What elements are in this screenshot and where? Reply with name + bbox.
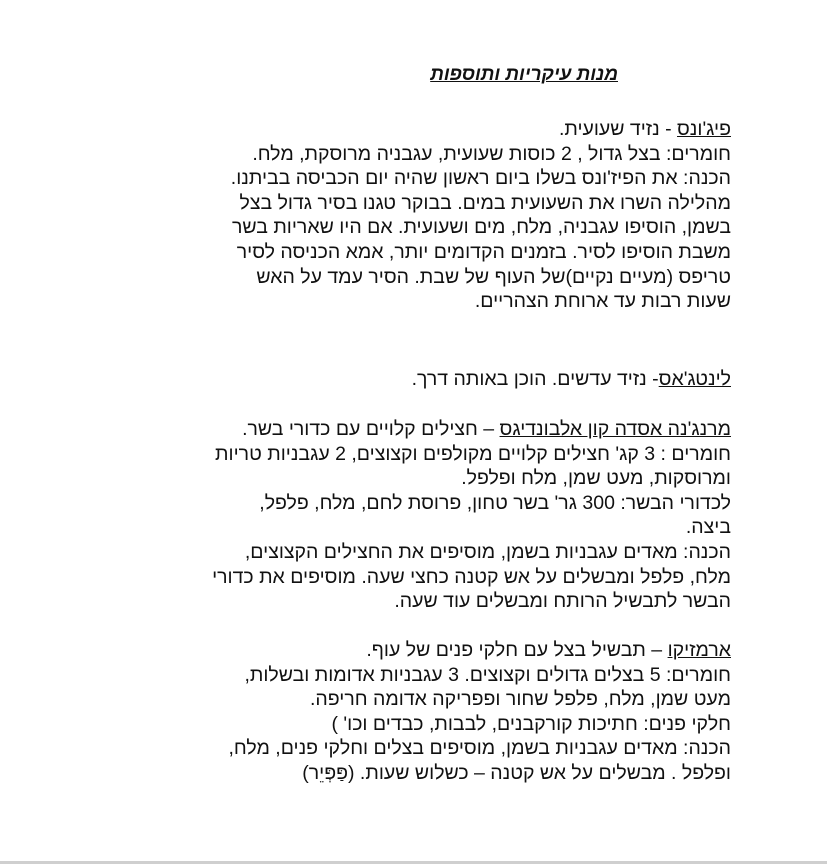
recipe-title: מרנג'נה אסדה קון אלבונדיגס: [499, 418, 731, 440]
recipe-title: פיג'ונס: [677, 118, 731, 140]
recipe-section-lentejas: [91, 367, 731, 392]
recipe-section-armaziko: [91, 638, 731, 786]
recipe-title: ארמזיקו: [667, 639, 731, 661]
recipe-intro: - נזיד עדשים. הוכן באותה דרך.: [411, 368, 659, 390]
recipe-text-line: הכנה: מאדים עגבניות בשמן, מוסיפים בצלים וחלקי פנים, מלח,: [228, 737, 731, 760]
recipe-text-line: ביצה.: [685, 516, 731, 539]
recipe-text-line: חומרים: בצל גדול , 2 כוסות שעועית, עגבניה מרוסקת, מלח.: [252, 142, 731, 165]
recipe-text-line: ומרוסקות, מעט שמן, מלח ופלפל.: [461, 467, 731, 490]
recipe-text-line: לכדורי הבשר: 300 גר' בשר טחון, פרוסת לחם, מלח, פלפל,: [259, 491, 731, 514]
recipe-text-line: מלח, פלפל ומבשלים על אש קטנה כחצי שעה. מוסיפים את כדורי: [212, 565, 731, 588]
recipe-title-line: [91, 638, 731, 663]
recipe-title: לינטג'אס: [658, 368, 731, 390]
recipe-section-pijones: [91, 117, 731, 314]
recipe-text-line: שעות רבות עד ארוחת הצהריים.: [474, 290, 731, 313]
page-heading: מנות עיקריות ותוספות: [430, 64, 618, 85]
recipe-intro: - נזיד שעועית.: [558, 118, 678, 140]
recipe-title-line: [91, 417, 731, 442]
recipe-text-line: הכנה: מאדים עגבניות בשמן, מוסיפים את החצילים הקצוצים,: [244, 540, 731, 563]
recipe-text-line: משבת הוסיפו לסיר. בזמנים הקדומים יותר, אמא הכניסה לסיר: [236, 240, 731, 263]
recipe-text-line: חומרים : 3 קג' חצילים קלויים מקולפים וקצוצים, 2 עגבניות טריות: [215, 442, 731, 465]
recipe-section-berenjena: [91, 417, 731, 614]
recipe-text-line: טריפס (מעיים נקיים)של העוף של שבת. הסיר עמד על האש: [256, 265, 731, 288]
recipe-intro: – תבשיל בצל עם חלקי פנים של עוף.: [366, 639, 668, 661]
recipe-title-line: [91, 367, 731, 392]
recipe-text-line: חומרים: 5 בצלים גדולים וקצוצים. 3 עגבניות אדומות ובשלות,: [244, 663, 731, 686]
recipe-text-line: הכנה: את הפיז'ונס בשלו ביום ראשון שהיה יום הכביסה בביתנו.: [230, 167, 731, 190]
recipe-text-line: ופלפל . מבשלים על אש קטנה – כשלוש שעות. (פַּפְּיֵר): [302, 761, 731, 784]
recipe-text-line: מעט שמן, מלח, פלפל שחור ופפריקה אדומה חריפה.: [310, 688, 731, 711]
recipe-text-line: בשמן, הוסיפו עגבניה, מלח, מים ושעועית. אם היו שאריות בשר: [231, 216, 731, 239]
recipe-title-line: [91, 117, 731, 142]
recipe-intro: – חצילים קלויים עם כדורי בשר.: [242, 418, 500, 440]
recipe-text-line: חלקי פנים: חתיכות קורקבנים, לבבות, כבדים וכו' ): [331, 712, 731, 735]
recipe-text-line: הבשר לתבשיל הרותח ומבשלים עוד שעה.: [394, 590, 731, 613]
recipe-text-line: מהלילה השרו את השעועית במים. בבוקר טגנו בסיר גדול בצל: [239, 191, 731, 214]
